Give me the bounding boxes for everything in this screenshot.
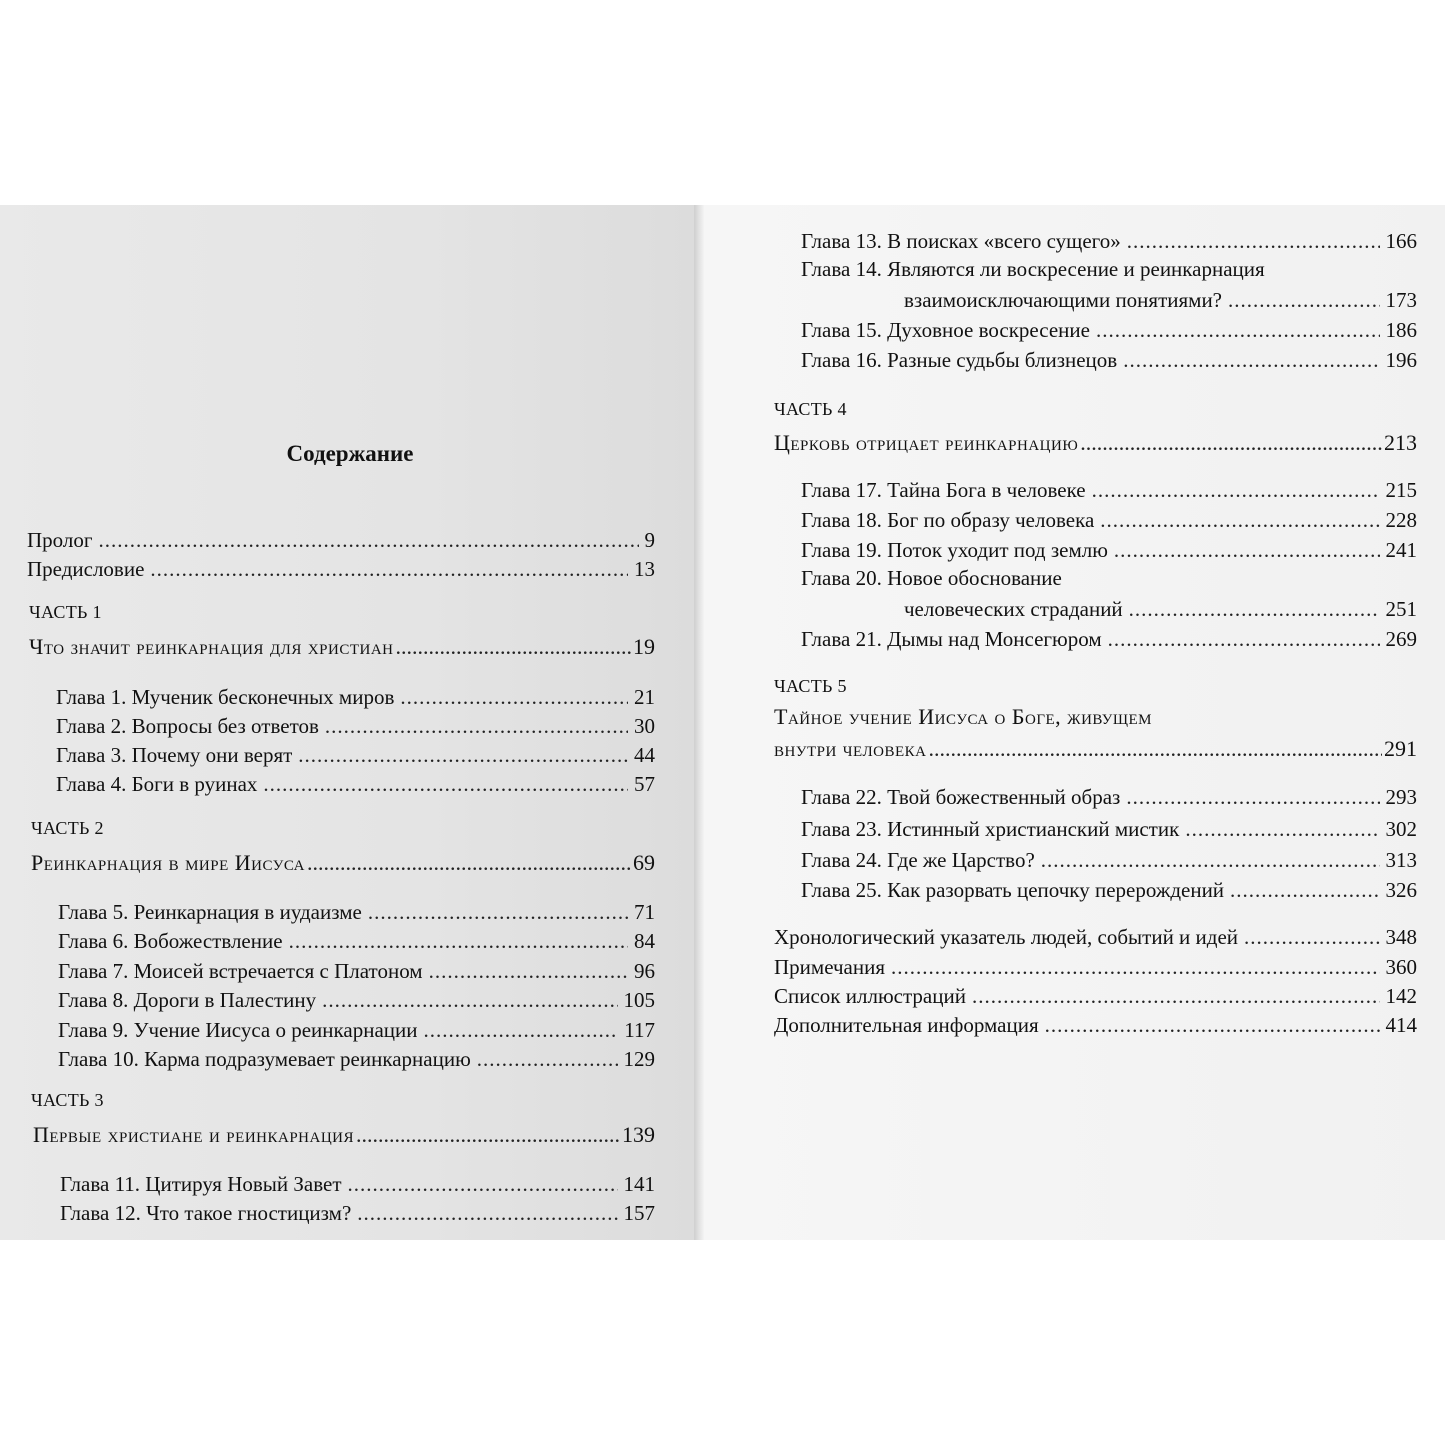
toc-chapter-23[interactable] [801, 815, 1417, 843]
toc-chapter-19[interactable] [801, 536, 1417, 564]
part-heading[interactable] [31, 848, 655, 878]
dot-leader [1114, 536, 1380, 564]
chapter-page: 251 [1385, 597, 1417, 621]
part-title: Что значит реинкарнация для христиан [29, 634, 394, 659]
toc-chapter-10[interactable] [58, 1045, 655, 1073]
dot-leader [1244, 923, 1379, 951]
chapter-title: Глава 6. Вобожествление [58, 929, 283, 953]
toc-chapter-21[interactable] [801, 625, 1417, 653]
entry-title: Примечания [774, 955, 886, 979]
chapter-page: 84 [634, 929, 655, 953]
toc-chapter-24[interactable] [801, 846, 1417, 874]
dot-leader [1123, 346, 1379, 374]
dot-leader [891, 953, 1379, 981]
toc-chapter-6[interactable] [58, 927, 655, 955]
chapter-page: 141 [623, 1172, 655, 1196]
chapter-title: Глава 12. Что такое гностицизм? [60, 1201, 352, 1225]
toc-chapter-25[interactable] [801, 876, 1417, 904]
dot-leader [1041, 846, 1380, 874]
chapter-page: 57 [634, 772, 655, 796]
toc-chapter-8[interactable] [58, 986, 655, 1014]
part-label: ЧАСТЬ 1 [29, 602, 102, 622]
dot-leader [1126, 783, 1379, 811]
toc-chapter-4[interactable] [56, 770, 655, 798]
toc-chapter-15[interactable] [801, 316, 1417, 344]
part-title-line1: Тайное учение Иисуса о Боге, живущем [774, 704, 1152, 729]
chapter-page: 196 [1385, 348, 1417, 372]
toc-chapter-14[interactable] [904, 286, 1417, 314]
chapter-title: Глава 9. Учение Иисуса о реинкарнации [58, 1018, 418, 1042]
dot-leader [307, 848, 631, 878]
chapter-page: 269 [1385, 627, 1417, 651]
entry-title: Дополнительная информация [774, 1013, 1039, 1037]
chapter-page: 228 [1385, 508, 1417, 532]
dot-leader [368, 898, 628, 926]
chapter-page: 44 [634, 743, 655, 767]
part-title: Церковь отрицает реинкарнацию [774, 430, 1079, 455]
dot-leader [150, 555, 628, 583]
toc-entry-preface[interactable] [27, 555, 655, 583]
entry-title: Список иллюстраций [774, 984, 966, 1008]
toc-chapter-17[interactable] [801, 476, 1417, 504]
part-page: 19 [633, 634, 655, 659]
chapter-page: 241 [1385, 538, 1417, 562]
dot-leader [400, 683, 628, 711]
chapter-page: 215 [1385, 478, 1417, 502]
chapter-title: Глава 21. Дымы над Монсегюром [801, 627, 1102, 651]
chapter-title-continuation: человеческих страданий [904, 597, 1123, 621]
chapter-title: Глава 3. Почему они верят [56, 743, 293, 767]
chapter-title: Глава 5. Реинкарнация в иудаизме [58, 900, 362, 924]
chapter-page: 129 [623, 1047, 655, 1071]
toc-chapter-1[interactable] [56, 683, 655, 711]
toc-chapter-5[interactable] [58, 898, 655, 926]
part-label: ЧАСТЬ 4 [774, 399, 847, 419]
chapter-page: 117 [624, 1018, 655, 1042]
chapter-title: Глава 7. Моисей встречается с Платоном [58, 959, 423, 983]
dot-leader [1185, 815, 1379, 843]
chapter-title: Глава 2. Вопросы без ответов [56, 714, 319, 738]
toc-chapter-22[interactable] [801, 783, 1417, 811]
dot-leader [322, 986, 617, 1014]
chapter-page: 21 [634, 685, 655, 709]
dot-leader [424, 1016, 619, 1044]
dot-leader [289, 927, 628, 955]
part-heading[interactable] [29, 632, 655, 662]
part-page: 139 [622, 1122, 655, 1147]
part-label: ЧАСТЬ 5 [774, 676, 847, 696]
chapter-page: 186 [1385, 318, 1417, 342]
toc-entry-prologue[interactable] [27, 526, 655, 554]
chapter-title: Глава 25. Как разорвать цепочку перерождений [801, 878, 1225, 902]
dot-leader [357, 1199, 617, 1227]
dot-leader [298, 741, 628, 769]
part-title-line2: внутри человека [774, 736, 927, 761]
entry-page: 414 [1385, 1013, 1417, 1037]
chapter-page: 105 [623, 988, 655, 1012]
chapter-title-continuation: взаимоисключающими понятиями? [904, 288, 1223, 312]
toc-chapter-9[interactable] [58, 1016, 655, 1044]
chapter-page: 293 [1385, 785, 1417, 809]
part-page: 69 [633, 850, 655, 875]
toc-chapter-14-title: Глава 14. Являются ли воскресение и реинкарнация [801, 257, 1265, 281]
entry-title: Хронологический указатель людей, событий и идей [774, 925, 1239, 949]
entry-title: Предисловие [27, 557, 145, 581]
dot-leader [263, 770, 628, 798]
chapter-title: Глава 17. Тайна Бога в человеке [801, 478, 1086, 502]
chapter-title: Глава 4. Боги в руинах [56, 772, 258, 796]
dot-leader [1080, 428, 1382, 458]
dot-leader [1092, 476, 1380, 504]
dot-leader [348, 1170, 618, 1198]
dot-leader [1096, 316, 1380, 344]
dot-leader [1045, 1011, 1380, 1039]
chapter-page: 30 [634, 714, 655, 738]
entry-page: 348 [1385, 925, 1417, 949]
chapter-title: Глава 19. Поток уходит под землю [801, 538, 1108, 562]
chapter-page: 166 [1385, 229, 1417, 253]
chapter-title: Глава 11. Цитируя Новый Завет [60, 1172, 342, 1196]
chapter-page: 96 [634, 959, 655, 983]
toc-chapter-13[interactable] [801, 227, 1417, 255]
part-heading[interactable] [774, 428, 1417, 458]
entry-page: 142 [1385, 984, 1417, 1008]
entry-page: 360 [1385, 955, 1417, 979]
chapter-page: 313 [1385, 848, 1417, 872]
dot-leader [972, 982, 1380, 1010]
toc-chapter-20-title: Глава 20. Новое обоснование [801, 566, 1062, 590]
part-title: Реинкарнация в мире Иисуса [31, 850, 305, 875]
chapter-title: Глава 22. Твой божественный образ [801, 785, 1121, 809]
chapter-page: 326 [1385, 878, 1417, 902]
part-page: 291 [1384, 736, 1417, 761]
part-page: 213 [1384, 430, 1417, 455]
chapter-title: Глава 13. В поисках «всего сущего» [801, 229, 1121, 253]
chapter-title: Глава 24. Где же Царство? [801, 848, 1035, 872]
part-label: ЧАСТЬ 3 [31, 1090, 104, 1110]
chapter-title: Глава 15. Духовное воскресение [801, 318, 1090, 342]
toc-chapter-7[interactable] [58, 957, 655, 985]
toc-entry-additional-info[interactable] [774, 1011, 1417, 1039]
dot-leader [325, 712, 628, 740]
toc-chapter-3[interactable] [56, 741, 655, 769]
dot-leader [1129, 595, 1380, 623]
dot-leader [1228, 286, 1379, 314]
toc-title: Содержание [286, 441, 414, 466]
dot-leader [1127, 227, 1380, 255]
toc-chapter-2[interactable] [56, 712, 655, 740]
chapter-title: Глава 8. Дороги в Палестину [58, 988, 317, 1012]
chapter-page: 71 [634, 900, 655, 924]
toc-entry-notes[interactable] [774, 953, 1417, 981]
dot-leader [1108, 625, 1380, 653]
dot-leader [396, 632, 631, 662]
chapter-title: Глава 10. Карма подразумевает реинкарнацию [58, 1047, 471, 1071]
toc-chapter-12[interactable] [60, 1199, 655, 1227]
dot-leader [356, 1120, 620, 1150]
toc-chapter-16[interactable] [801, 346, 1417, 374]
chapter-page: 157 [623, 1201, 655, 1225]
chapter-title: Глава 23. Истинный христианский мистик [801, 817, 1180, 841]
part-title: Первые христиане и реинкарнация [33, 1122, 354, 1147]
part-label: ЧАСТЬ 2 [31, 818, 104, 838]
entry-page: 9 [644, 528, 655, 552]
toc-chapter-11[interactable] [60, 1170, 655, 1198]
part-heading[interactable] [774, 734, 1417, 764]
toc-chapter-18[interactable] [801, 506, 1417, 534]
dot-leader [1230, 876, 1379, 904]
chapter-page: 302 [1385, 817, 1417, 841]
dot-leader [429, 957, 628, 985]
toc-entry-chronology[interactable] [774, 923, 1417, 951]
toc-chapter-20[interactable] [904, 595, 1417, 623]
dot-leader [1100, 506, 1379, 534]
dot-leader [929, 734, 1382, 764]
entry-title: Пролог [27, 528, 93, 552]
toc-entry-illustrations[interactable] [774, 982, 1417, 1010]
dot-leader [98, 526, 638, 554]
chapter-title: Глава 18. Бог по образу человека [801, 508, 1095, 532]
entry-page: 13 [634, 557, 655, 581]
chapter-title: Глава 1. Мученик бесконечных миров [56, 685, 395, 709]
part-heading[interactable] [33, 1120, 655, 1150]
chapter-title: Глава 16. Разные судьбы близнецов [801, 348, 1118, 372]
chapter-page: 173 [1385, 288, 1417, 312]
dot-leader [477, 1045, 618, 1073]
